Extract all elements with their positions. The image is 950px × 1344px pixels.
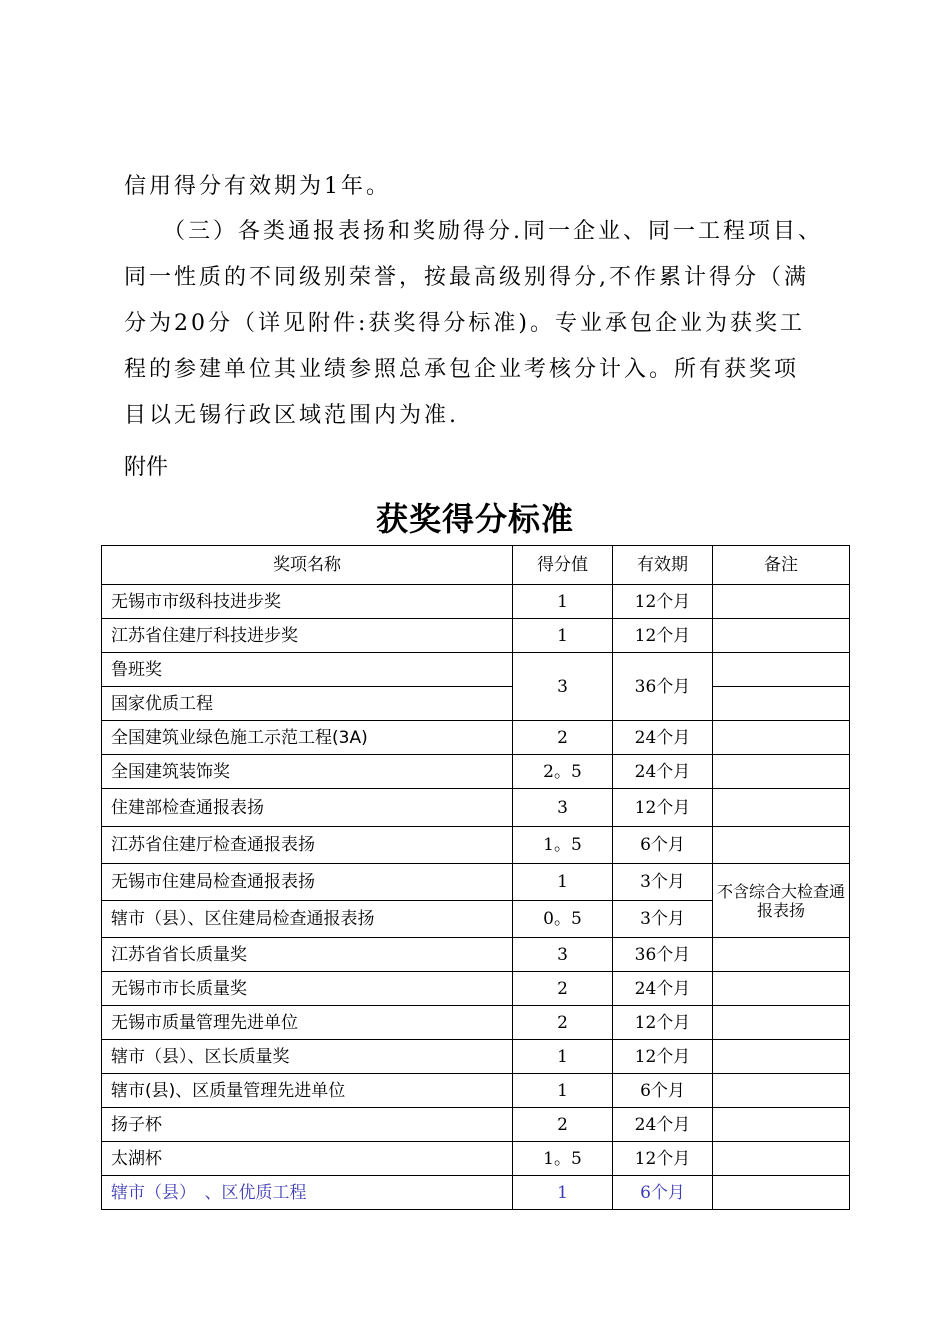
award-name: 无锡市市级科技进步奖 [102, 585, 513, 619]
table-title: 获奖得分标准 [375, 500, 574, 538]
award-note [713, 1142, 850, 1176]
award-score: 0。5 [513, 901, 613, 938]
award-score: 1 [513, 1176, 613, 1210]
body-line: 同一性质的不同级别荣誉，按最高级别得分,不作累计得分（满 [124, 265, 809, 290]
table-row [102, 1074, 850, 1108]
award-period: 6个月 [613, 1176, 713, 1210]
award-period: 36个月 [613, 653, 713, 721]
award-name: 江苏省住建厅科技进步奖 [102, 619, 513, 653]
award-note [713, 1074, 850, 1108]
award-period: 12个月 [613, 1040, 713, 1074]
award-score: 2 [513, 1108, 613, 1142]
body-line: 程的参建单位其业绩参照总承包企业考核分计入。所有获奖项 [124, 357, 800, 382]
award-note [713, 972, 850, 1006]
award-name: 国家优质工程 [102, 687, 513, 721]
attachment-label: 附件 [124, 455, 169, 480]
table-row [102, 827, 850, 864]
award-name: 扬子杯 [102, 1108, 513, 1142]
award-period: 3个月 [613, 901, 713, 938]
award-period: 24个月 [613, 721, 713, 755]
award-period: 3个月 [613, 864, 713, 901]
table-row [102, 864, 850, 901]
award-period: 24个月 [613, 755, 713, 789]
award-score: 3 [513, 789, 613, 827]
award-period: 36个月 [613, 938, 713, 972]
award-name: 全国建筑装饰奖 [102, 755, 513, 789]
award-score: 3 [513, 938, 613, 972]
award-name: 无锡市住建局检查通报表扬 [102, 864, 513, 901]
table-header-row [102, 546, 850, 585]
award-note [713, 687, 850, 721]
body-line: 分为20分（详见附件:获奖得分标准)。专业承包企业为获奖工 [124, 311, 805, 336]
award-score: 1 [513, 1074, 613, 1108]
award-note [713, 827, 850, 864]
award-period: 24个月 [613, 1108, 713, 1142]
body-line: 信用得分有效期为1年。 [124, 174, 391, 199]
table-row [102, 1176, 850, 1210]
table-row [102, 721, 850, 755]
award-score: 2 [513, 721, 613, 755]
award-score-table [101, 545, 850, 1210]
award-period: 12个月 [613, 1006, 713, 1040]
award-name: 辖市（县）、区住建局检查通报表扬 [102, 901, 513, 938]
table-row [102, 585, 850, 619]
table-row [102, 938, 850, 972]
award-note: 不含综合大检查通报表扬 [713, 864, 850, 938]
award-score: 2 [513, 1006, 613, 1040]
award-score: 1。5 [513, 1142, 613, 1176]
table-row [102, 972, 850, 1006]
award-note [713, 789, 850, 827]
award-name: 住建部检查通报表扬 [102, 789, 513, 827]
header-score: 得分值 [513, 546, 613, 585]
award-name: 鲁班奖 [102, 653, 513, 687]
award-score: 3 [513, 653, 613, 721]
header-note: 备注 [713, 546, 850, 585]
award-note [713, 938, 850, 972]
award-score: 1。5 [513, 827, 613, 864]
award-note [713, 755, 850, 789]
header-period: 有效期 [613, 546, 713, 585]
award-score: 1 [513, 1040, 613, 1074]
award-name: 辖市（县）、区长质量奖 [102, 1040, 513, 1074]
award-name: 辖市（县） 、区优质工程 [102, 1176, 513, 1210]
award-period: 24个月 [613, 972, 713, 1006]
table-row [102, 1142, 850, 1176]
header-award-name: 奖项名称 [102, 546, 513, 585]
table-row [102, 653, 850, 687]
table-row [102, 619, 850, 653]
table-row [102, 1006, 850, 1040]
award-name: 太湖杯 [102, 1142, 513, 1176]
body-line: 目以无锡行政区域范围内为准. [124, 403, 459, 428]
award-score: 2 [513, 972, 613, 1006]
award-note [713, 1040, 850, 1074]
table-row [102, 789, 850, 827]
award-name: 全国建筑业绿色施工示范工程(3A) [102, 721, 513, 755]
award-score: 1 [513, 864, 613, 901]
award-period: 6个月 [613, 827, 713, 864]
award-note [713, 1006, 850, 1040]
table-row [102, 1108, 850, 1142]
award-score: 1 [513, 585, 613, 619]
table-row [102, 755, 850, 789]
award-name: 无锡市市长质量奖 [102, 972, 513, 1006]
table-row [102, 687, 850, 721]
award-name: 江苏省住建厅检查通报表扬 [102, 827, 513, 864]
award-name: 江苏省省长质量奖 [102, 938, 513, 972]
body-line: （三）各类通报表扬和奖励得分.同一企业、同一工程项目、 [124, 219, 823, 244]
award-note [713, 721, 850, 755]
award-note [713, 619, 850, 653]
award-note [713, 1176, 850, 1210]
table-row [102, 1040, 850, 1074]
award-score: 2。5 [513, 755, 613, 789]
award-period: 12个月 [613, 1142, 713, 1176]
award-period: 12个月 [613, 619, 713, 653]
award-note [713, 585, 850, 619]
award-period: 12个月 [613, 789, 713, 827]
award-score: 1 [513, 619, 613, 653]
award-note [713, 1108, 850, 1142]
award-period: 6个月 [613, 1074, 713, 1108]
award-period: 12个月 [613, 585, 713, 619]
award-name: 辖市(县)、区质量管理先进单位 [102, 1074, 513, 1108]
award-name: 无锡市质量管理先进单位 [102, 1006, 513, 1040]
award-note [713, 653, 850, 687]
